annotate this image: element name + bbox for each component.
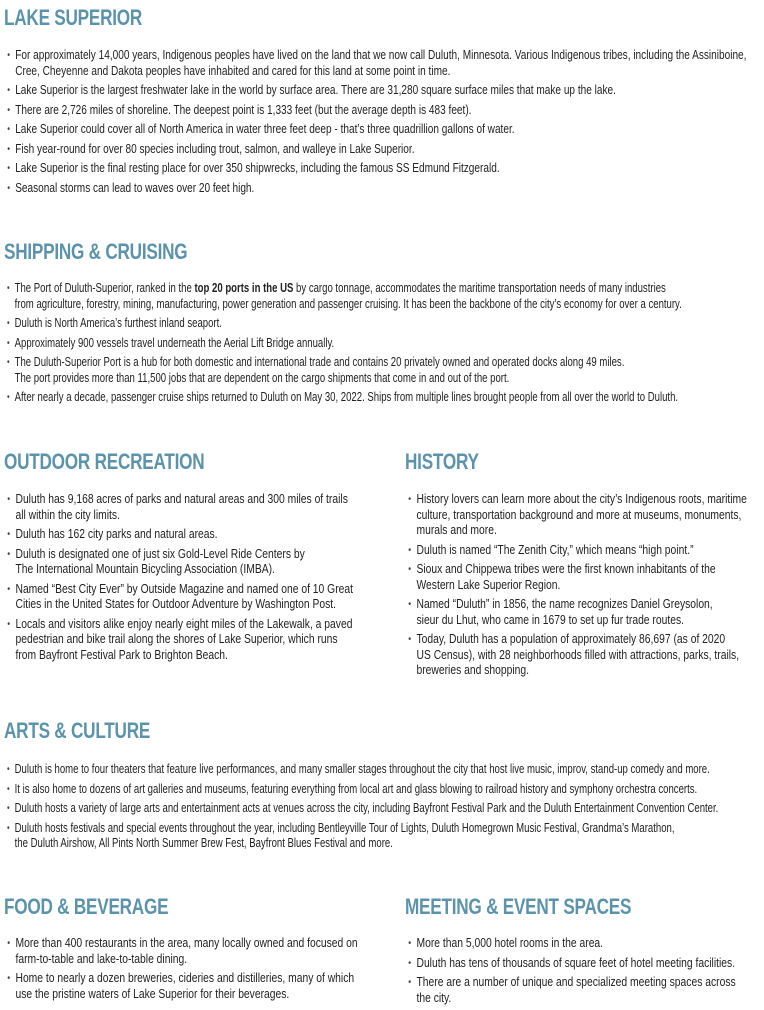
history-list bbox=[405, 492, 747, 683]
list-item-line: • It is also home to dozens of art galleries and museums, featuring everything from local art and glass blowing to railroad history and symphony orchestra concerts. bbox=[14, 781, 698, 796]
list-item-line bbox=[15, 281, 682, 297]
list-item bbox=[405, 543, 747, 559]
list-item bbox=[4, 48, 746, 79]
list-item-line: culture, transportation background and more at museums, monuments, bbox=[416, 507, 742, 522]
list-item bbox=[4, 161, 746, 177]
list-item-line: • Duluth has 9,168 acres of parks and natural areas and 300 miles of trails bbox=[15, 492, 348, 506]
list-item-line: use the pristine waters of Lake Superior for their beverages. bbox=[15, 986, 290, 1001]
list-item bbox=[4, 782, 718, 798]
list-item-line: • Fish year-round for over 80 species including trout, salmon, and walleye in Lake Superior. bbox=[15, 141, 415, 156]
list-item-line: • Duluth is North America’s furthest inland seaport. bbox=[14, 316, 222, 330]
list-item-line: • There are 2,726 miles of shoreline. The deepest point is 1,333 feet (but the average depth is 483 feet). bbox=[15, 102, 472, 117]
list-item-line: • Duluth has tens of thousands of square feet of hotel meeting facilities. bbox=[416, 955, 736, 970]
list-item bbox=[4, 281, 682, 312]
list-item bbox=[4, 547, 353, 578]
list-item-line: • Lake Superior is the final resting place for over 350 shipwrecks, including the famous SS Edmund Fitzgerald. bbox=[15, 161, 500, 175]
list-item-line: sieur du Lhut, who came in 1679 to set up fur trade routes. bbox=[416, 612, 684, 627]
list-item-line: • Locals and visitors alike enjoy nearly eight miles of the Lakewalk, a paved bbox=[15, 616, 353, 631]
list-item bbox=[4, 316, 682, 332]
list-item bbox=[405, 597, 747, 628]
food-beverage-list bbox=[4, 936, 358, 1006]
list-item-line: murals and more. bbox=[416, 523, 497, 537]
list-item-line: • Lake Superior is the largest freshwater lake in the world by surface area. There are 31,280 square surface miles that make up the lake. bbox=[15, 83, 616, 97]
list-item-line: Cities in the United States for Outdoor Adventure by Washington Post. bbox=[15, 597, 336, 611]
list-item-line: • For approximately 14,000 years, Indigenous peoples have lived on the land that we now call Duluth, Minnesota. Various Indigenous tribes, including the Assiniboine, bbox=[15, 48, 747, 62]
section-heading-history: HISTORY bbox=[405, 449, 479, 474]
list-item-line: all within the city limits. bbox=[15, 507, 120, 522]
list-item-line: • More than 400 restaurants in the area, many locally owned and focused on bbox=[15, 936, 358, 950]
text: by cargo tonnage, accommodates the maritime transportation needs of many industries bbox=[293, 281, 666, 295]
text: The Port of Duluth-Superior, ranked in the bbox=[14, 281, 195, 295]
list-item-line: • More than 5,000 hotel rooms in the area. bbox=[416, 936, 604, 950]
list-item bbox=[4, 801, 718, 817]
section-heading-outdoor-recreation: OUTDOOR RECREATION bbox=[4, 449, 205, 474]
list-item bbox=[4, 971, 358, 1002]
arts-culture-list bbox=[4, 762, 718, 856]
list-item-line: farm-to-table and lake-to-table dining. bbox=[15, 951, 188, 966]
list-item bbox=[4, 936, 358, 967]
list-item-line: • Lake Superior could cover all of North America in water three feet deep - that’s three quadrillion gallons of water. bbox=[15, 122, 515, 136]
list-item-line: • After nearly a decade, passenger cruise ships returned to Duluth on May 30, 2022. Ships from multiple lines brought people from all over the world to Duluth. bbox=[14, 390, 679, 404]
list-item bbox=[4, 762, 718, 778]
list-item-line: • Named “Best City Ever” by Outside Magazine and named one of 10 Great bbox=[15, 581, 353, 596]
lake-superior-list bbox=[4, 48, 746, 200]
list-item bbox=[4, 582, 353, 613]
list-item bbox=[4, 181, 746, 197]
meeting-event-spaces-list bbox=[405, 936, 736, 1010]
section-heading-food-beverage: FOOD & BEVERAGE bbox=[4, 894, 169, 919]
list-item-line: • Sioux and Chippewa tribes were the first known inhabitants of the bbox=[416, 562, 716, 576]
list-item bbox=[4, 336, 682, 352]
list-item bbox=[4, 390, 682, 406]
section-heading-lake-superior: LAKE SUPERIOR bbox=[4, 5, 143, 30]
section-heading-meeting-event-spaces: MEETING & EVENT SPACES bbox=[405, 894, 632, 919]
list-item bbox=[4, 821, 718, 852]
list-item-line: The port provides more than 11,500 jobs that are dependent on the cargo shipments that come in and out of the port. bbox=[14, 370, 510, 385]
list-item-line: from Bayfront Festival Park to Brighton Beach. bbox=[15, 647, 228, 662]
list-item-line: The International Mountain Bicycling Association (IMBA). bbox=[15, 562, 275, 576]
list-item-line: • Home to nearly a dozen breweries, cideries and distilleries, many of which bbox=[15, 971, 355, 985]
list-item-line: • Duluth is designated one of just six Gold-Level Ride Centers by bbox=[15, 546, 305, 561]
list-item-line: • Duluth is named “The Zenith City,” which means “high point.” bbox=[416, 542, 694, 557]
list-item bbox=[4, 122, 746, 138]
list-item-line: • The Duluth-Superior Port is a hub for both domestic and international trade and contains 20 privately owned and operated docks along 49 miles. bbox=[14, 355, 625, 369]
list-item-line: • Duluth has 162 city parks and natural areas. bbox=[15, 527, 218, 541]
list-item-line: US Census), with 28 neighborhoods filled with attractions, parks, trails, bbox=[416, 647, 740, 662]
list-item bbox=[405, 956, 736, 972]
list-item-line: • Named “Duluth” in 1856, the name recognizes Daniel Greysolon, bbox=[416, 597, 713, 611]
section-heading-shipping-cruising: SHIPPING & CRUISING bbox=[4, 239, 188, 264]
section-heading-arts-culture: ARTS & CULTURE bbox=[4, 718, 151, 743]
list-item bbox=[405, 975, 736, 1006]
list-item-line: • Today, Duluth has a population of approximately 86,697 (as of 2020 bbox=[416, 632, 726, 646]
list-item-line: the city. bbox=[416, 990, 452, 1005]
list-item-line: • History lovers can learn more about the city’s Indigenous roots, maritime bbox=[416, 492, 747, 506]
list-item-line: • Seasonal storms can lead to waves over 20 feet high. bbox=[15, 180, 255, 195]
list-item-line: • Duluth is home to four theaters that feature live performances, and many smaller stages throughout the city that host live music, improv, stand-up comedy and more. bbox=[14, 762, 710, 776]
outdoor-recreation-list bbox=[4, 492, 353, 667]
list-item-line: breweries and shopping. bbox=[416, 663, 530, 677]
list-item-line: pedestrian and bike trail along the shores of Lake Superior, which runs bbox=[15, 632, 338, 646]
list-item-line: • Duluth hosts a variety of large arts and entertainment acts at venues across the city, including Bayfront Festival Park and the Duluth Entertainment Convention Center. bbox=[14, 801, 719, 815]
list-item-line: Cree, Cheyenne and Dakota peoples have inhabited and cared for this land at some point in time. bbox=[15, 63, 451, 78]
list-item-line: • Duluth hosts festivals and special events throughout the year, including Bentleyville Tour of Lights, Duluth Homegrown Music Festival, Grandma’s Marathon, bbox=[14, 820, 675, 835]
list-item bbox=[4, 142, 746, 158]
list-item bbox=[4, 617, 353, 664]
shipping-cruising-list bbox=[4, 281, 682, 410]
list-item bbox=[4, 103, 746, 119]
list-item bbox=[405, 632, 747, 679]
list-item-line: the Duluth Airshow, All Pints North Summer Brew Fest, Bayfront Blues Festival and more. bbox=[14, 836, 393, 850]
list-item-line: • There are a number of unique and specialized meeting spaces across bbox=[416, 975, 736, 989]
list-item-line: Western Lake Superior Region. bbox=[416, 577, 561, 592]
list-item bbox=[4, 355, 682, 386]
list-item bbox=[405, 936, 736, 952]
list-item bbox=[4, 83, 746, 99]
list-item bbox=[4, 527, 353, 543]
list-item-line: from agriculture, forestry, mining, manufacturing, power generation and passenger cruising. It has been the backbone of the city’s economy for over a century. bbox=[14, 296, 682, 311]
list-item bbox=[405, 562, 747, 593]
list-item-line: • Approximately 900 vessels travel underneath the Aerial Lift Bridge annually. bbox=[14, 335, 335, 350]
list-item bbox=[405, 492, 747, 539]
emphasis-text: top 20 ports in the US bbox=[194, 281, 294, 295]
list-item bbox=[4, 492, 353, 523]
